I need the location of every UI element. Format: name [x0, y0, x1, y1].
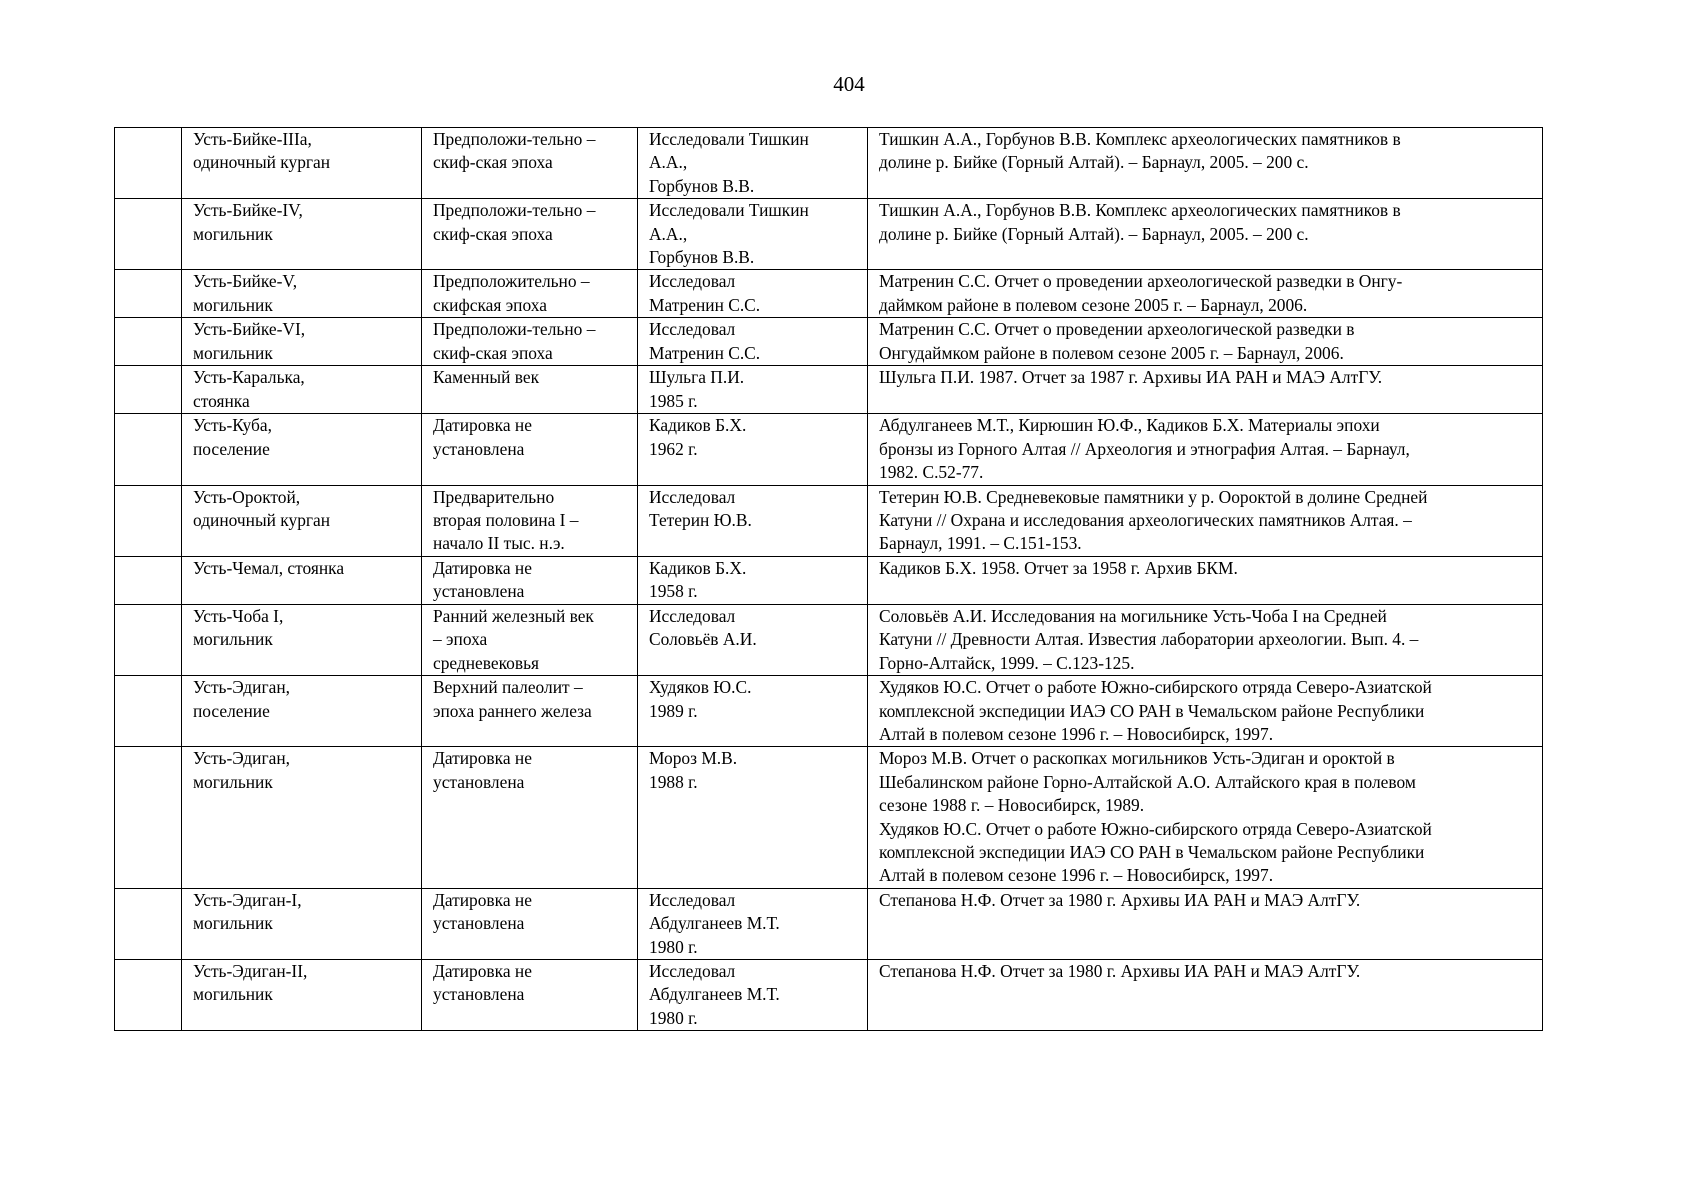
monuments-table [114, 127, 1543, 1031]
site-cell: Усть-Бийке-IIIа, одиночный курган [182, 128, 422, 199]
site-cell: Усть-Бийке-IV, могильник [182, 199, 422, 270]
research-cell: Исследовали Тишкин А.А., Горбунов В.В. [638, 128, 868, 199]
site-cell: Усть-Эдиган, могильник [182, 747, 422, 888]
research-cell: Исследовали Тишкин А.А., Горбунов В.В. [638, 199, 868, 270]
site-cell: Усть-Ороктой, одиночный курган [182, 485, 422, 556]
dating-cell: Датировка не установлена [422, 414, 638, 485]
number-cell [115, 959, 182, 1030]
table-row [115, 888, 1543, 959]
research-cell: Исследовал Матренин С.С. [638, 318, 868, 366]
site-cell: Усть-Куба, поселение [182, 414, 422, 485]
table-row [115, 318, 1543, 366]
research-cell: Исследовал Абдулганеев М.Т. 1980 г. [638, 888, 868, 959]
dating-cell: Датировка не установлена [422, 959, 638, 1030]
dating-cell: Предположи-тельно – скиф-ская эпоха [422, 318, 638, 366]
literature-cell: Матренин С.С. Отчет о проведении археологической разведки в Онгу- даймком районе в полевом сезоне 2005 г. – Барнаул, 2006. [868, 270, 1543, 318]
table-row [115, 485, 1543, 556]
number-cell [115, 888, 182, 959]
literature-cell: Мороз М.В. Отчет о раскопках могильников Усть-Эдиган и ороктой в Шебалинском районе Горно-Алтайской А.О. Алтайского края в полевом сезоне 1988 г. – Новосибирск, 1989. Худяков Ю.С. Отчет о работе Южно-сибирского отряда Северо-Азиатской комплексной экспедиции ИАЭ СО РАН в Чемальском районе Республики Алтай в полевом сезоне 1996 г. – Новосибирск, 1997. [868, 747, 1543, 888]
site-cell: Усть-Бийке-VI, могильник [182, 318, 422, 366]
site-cell: Усть-Эдиган-I, могильник [182, 888, 422, 959]
number-cell [115, 318, 182, 366]
table-row [115, 676, 1543, 747]
literature-cell: Соловьёв А.И. Исследования на могильнике Усть-Чоба I на Средней Катуни // Древности Алтая. Известия лаборатории археологии. Вып. 4. – Горно-Алтайск, 1999. – С.123-125. [868, 604, 1543, 675]
research-cell: Худяков Ю.С. 1989 г. [638, 676, 868, 747]
table-row [115, 366, 1543, 414]
literature-cell: Тишкин А.А., Горбунов В.В. Комплекс археологических памятников в долине р. Бийке (Горный Алтай). – Барнаул, 2005. – 200 с. [868, 128, 1543, 199]
research-cell: Шульга П.И. 1985 г. [638, 366, 868, 414]
number-cell [115, 485, 182, 556]
page-number: 404 [833, 72, 865, 96]
number-cell [115, 747, 182, 888]
site-cell: Усть-Эдиган-II, могильник [182, 959, 422, 1030]
site-cell: Усть-Каралька, стоянка [182, 366, 422, 414]
table-row [115, 959, 1543, 1030]
dating-cell: Ранний железный век – эпоха средневековья [422, 604, 638, 675]
table-row [115, 604, 1543, 675]
literature-cell: Худяков Ю.С. Отчет о работе Южно-сибирского отряда Северо-Азиатской комплексной экспедиции ИАЭ СО РАН в Чемальском районе Республики Алтай в полевом сезоне 1996 г. – Новосибирск, 1997. [868, 676, 1543, 747]
site-cell: Усть-Эдиган, поселение [182, 676, 422, 747]
dating-cell: Каменный век [422, 366, 638, 414]
literature-cell: Тетерин Ю.В. Средневековые памятники у р. Оороктой в долине Средней Катуни // Охрана и исследования археологических памятников Алтая. – Барнаул, 1991. – С.151-153. [868, 485, 1543, 556]
dating-cell: Предположи-тельно – скиф-ская эпоха [422, 199, 638, 270]
literature-cell: Абдулганеев М.Т., Кирюшин Ю.Ф., Кадиков Б.Х. Материалы эпохи бронзы из Горного Алтая // Археология и этнография Алтая. – Барнаул, 1982. С.52-77. [868, 414, 1543, 485]
dating-cell: Датировка не установлена [422, 747, 638, 888]
dating-cell: Предположительно – скифская эпоха [422, 270, 638, 318]
number-cell [115, 604, 182, 675]
number-cell [115, 414, 182, 485]
literature-cell: Матренин С.С. Отчет о проведении археологической разведки в Онгудаймком районе в полевом сезоне 2005 г. – Барнаул, 2006. [868, 318, 1543, 366]
dating-cell: Датировка не установлена [422, 888, 638, 959]
number-cell [115, 366, 182, 414]
site-cell: Усть-Чоба I, могильник [182, 604, 422, 675]
table-row [115, 128, 1543, 199]
table-row [115, 556, 1543, 604]
table-row [115, 270, 1543, 318]
dating-cell: Верхний палеолит – эпоха раннего железа [422, 676, 638, 747]
dating-cell: Предварительно вторая половина I – начало II тыс. н.э. [422, 485, 638, 556]
literature-cell: Кадиков Б.Х. 1958. Отчет за 1958 г. Архив БКМ. [868, 556, 1543, 604]
number-cell [115, 270, 182, 318]
literature-cell: Шульга П.И. 1987. Отчет за 1987 г. Архивы ИА РАН и МАЭ АлтГУ. [868, 366, 1543, 414]
table-row [115, 199, 1543, 270]
research-cell: Исследовал Тетерин Ю.В. [638, 485, 868, 556]
research-cell: Исследовал Соловьёв А.И. [638, 604, 868, 675]
dating-cell: Датировка не установлена [422, 556, 638, 604]
number-cell [115, 556, 182, 604]
research-cell: Исследовал Абдулганеев М.Т. 1980 г. [638, 959, 868, 1030]
site-cell: Усть-Чемал, стоянка [182, 556, 422, 604]
table-row [115, 747, 1543, 888]
number-cell [115, 199, 182, 270]
dating-cell: Предположи-тельно – скиф-ская эпоха [422, 128, 638, 199]
site-cell: Усть-Бийке-V, могильник [182, 270, 422, 318]
research-cell: Кадиков Б.Х. 1958 г. [638, 556, 868, 604]
literature-cell: Степанова Н.Ф. Отчет за 1980 г. Архивы ИА РАН и МАЭ АлтГУ. [868, 888, 1543, 959]
research-cell: Мороз М.В. 1988 г. [638, 747, 868, 888]
number-cell [115, 676, 182, 747]
literature-cell: Тишкин А.А., Горбунов В.В. Комплекс археологических памятников в долине р. Бийке (Горный Алтай). – Барнаул, 2005. – 200 с. [868, 199, 1543, 270]
research-cell: Исследовал Матренин С.С. [638, 270, 868, 318]
research-cell: Кадиков Б.Х. 1962 г. [638, 414, 868, 485]
number-cell [115, 128, 182, 199]
table-row [115, 414, 1543, 485]
literature-cell: Степанова Н.Ф. Отчет за 1980 г. Архивы ИА РАН и МАЭ АлтГУ. [868, 959, 1543, 1030]
